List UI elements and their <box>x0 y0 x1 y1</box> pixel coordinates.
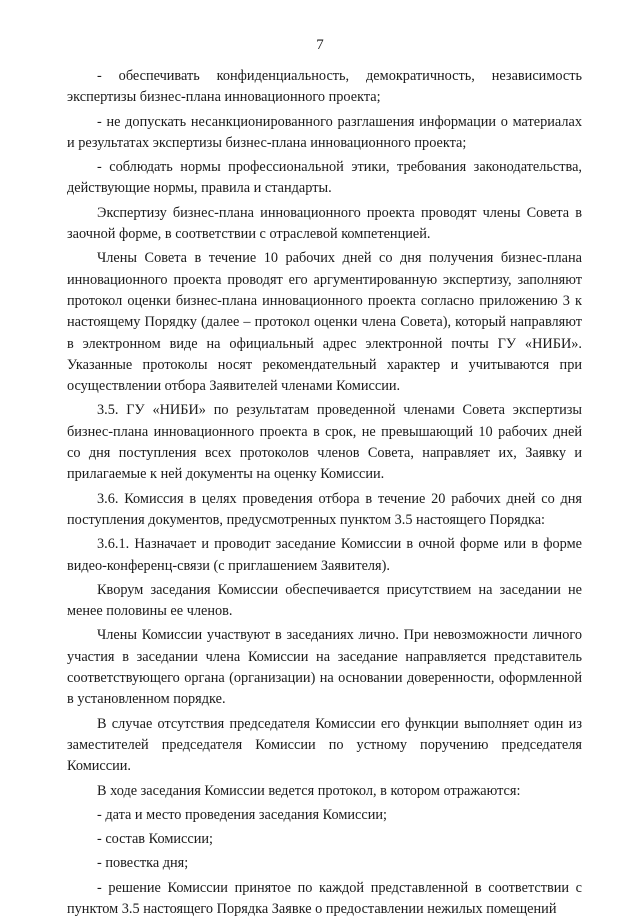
list-item-date-place: - дата и место проведения заседания Комиссии; <box>97 806 387 823</box>
document-body <box>67 66 582 923</box>
paragraph-3-5: 3.5. ГУ «НИБИ» по результатам проведенной членами Совета экспертизы бизнес-плана инновационного проекта в срок, не превышающий 10 рабочих дней со дня поступления всех протоколов членов Совета, направляет их, Заявку и прилагаемые к ней документы на оценку Комиссии. <box>67 402 582 483</box>
list-item-confidentiality: - обеспечивать конфиденциальность, демократичность, независимость экспертизы бизнес-плана инновационного проекта; <box>67 68 582 106</box>
list-item-no-disclosure: - не допускать несанкционированного разглашения информации о материалах и результатах экспертизы бизнес-плана инновационного проекта; <box>67 113 582 151</box>
paragraph-chair-absence: В случае отсутствия председателя Комиссии его функции выполняет один из заместителей председателя Комиссии по устному поручению председателя Комиссии. <box>67 715 582 775</box>
paragraph-protocol: В ходе заседания Комиссии ведется протокол, в котором отражаются: <box>97 782 521 799</box>
list-item-decision: - решение Комиссии принятое по каждой представленной в соответствии с пунктом 3.5 настоящего Порядка Заявке о предоставлении нежилых помещений <box>67 879 582 917</box>
list-item-ethics: - соблюдать нормы профессиональной этики, требования законодательства, действующие нормы, правила и стандарты. <box>67 159 582 197</box>
paragraph-quorum: Кворум заседания Комиссии обеспечивается присутствием на заседании не менее половины ее членов. <box>67 581 582 620</box>
paragraph-3-6-1: 3.6.1. Назначает и проводит заседание Комиссии в очной форме или в форме видео-конференц-связи (с приглашением Заявителя). <box>67 536 582 574</box>
paragraph-council-review: Члены Совета в течение 10 рабочих дней со дня получения бизнес-плана инновационного проекта проводят его аргументированную экспертизу, заполняют протокол оценки бизнес-плана инновационного проекта согласно приложению 3 к настоящему Порядку (далее – протокол оценки члена Совета), который направляют в электронном виде на официальный адрес электронной почты ГУ «НИБИ». Указанные протоколы носят рекомендательный характер и учитываются при осуществлении отбора Заявителей членами Комиссии. <box>67 250 582 395</box>
list-item-agenda: - повестка дня; <box>97 855 189 872</box>
list-item-composition: - состав Комиссии; <box>97 831 213 848</box>
paragraph-3-6: 3.6. Комиссия в целях проведения отбора в течение 20 рабочих дней со дня поступления документов, предусмотренных пунктом 3.5 настоящего Порядка: <box>67 490 582 528</box>
paragraph-expertise-form: Экспертизу бизнес-плана инновационного проекта проводят члены Совета в заочной форме, в соответствии с отраслевой компетенцией. <box>67 204 582 243</box>
paragraph-participation: Члены Комиссии участвуют в заседаниях лично. При невозможности личного участия в заседании члена Комиссии на заседание направляется представитель соответствующего органа (организации) на основании доверенности, оформленной в установленном порядке. <box>67 627 582 708</box>
page-number: 7 <box>316 37 324 53</box>
